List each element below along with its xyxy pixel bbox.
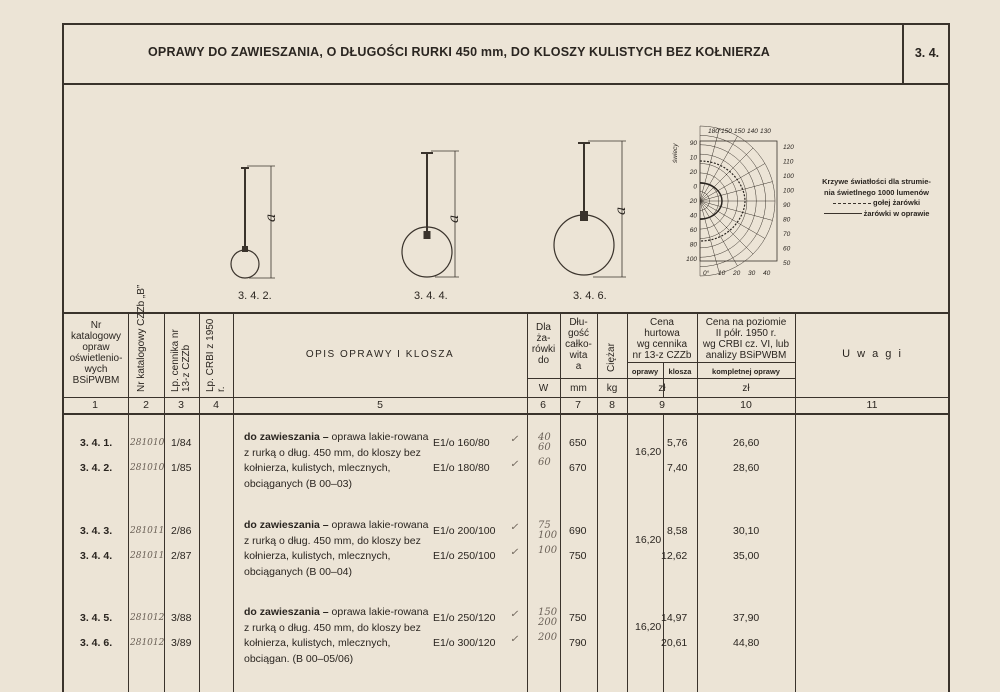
header-wholesale-price	[627, 317, 697, 361]
handwritten-catalog-note: 281012	[130, 613, 165, 623]
header-sub-fixture: oprawy	[631, 367, 659, 376]
diagram-tick-label: 130	[760, 128, 771, 135]
total-length: 750	[569, 612, 587, 624]
diagram-tick-label: 60	[689, 227, 697, 234]
description-lead: do zawieszania –	[244, 519, 329, 531]
diagram-tick-label: 0	[693, 183, 697, 191]
header-line: Cena na poziomie	[705, 317, 787, 328]
header-line: do	[537, 355, 550, 366]
price-list-lp: 2/86	[171, 525, 192, 537]
complete-price: 28,60	[733, 462, 760, 474]
col-divider	[199, 312, 200, 692]
diagram-tick-label: 0°	[703, 270, 710, 277]
diagram-radial-line	[700, 201, 753, 254]
diagram-radial-line	[700, 201, 765, 239]
figure-caption-2: 3. 4. 4.	[414, 290, 448, 302]
checkmark-icon: ✓	[510, 522, 519, 533]
handwritten-wattage: 100	[538, 530, 558, 541]
handwritten-wattage: 60	[538, 442, 551, 453]
catalog-number: 3. 4. 4.	[80, 550, 113, 562]
diagram-tick-label: 100	[686, 256, 697, 263]
units-rule	[527, 378, 795, 379]
total-length: 750	[569, 550, 587, 562]
fixture-description	[244, 430, 434, 492]
unit-zl-wholesale: zł	[658, 383, 666, 394]
total-length: 690	[569, 525, 587, 537]
header-line: hurtowa	[644, 328, 680, 339]
diagram-tick-label: 140	[747, 128, 758, 135]
col-divider	[597, 312, 598, 692]
total-length: 650	[569, 437, 587, 449]
complete-price: 37,90	[733, 612, 760, 624]
description-text: oprawa lakie-rowana z rurką o dług. 450 mm, do kloszy bez kołnierza, kulistych, mlecznych, obciąganych (B 00–03)	[244, 431, 429, 490]
handwritten-wattage: 60	[538, 457, 551, 468]
header-price-1950	[697, 317, 795, 361]
description-lead: do zawieszania –	[244, 606, 329, 618]
handwritten-wattage: 200	[538, 617, 558, 628]
complete-price: 26,60	[733, 437, 760, 449]
unit-zl-1950: zł	[742, 383, 750, 394]
diagram-tick-label: 120	[783, 144, 794, 151]
diagram-tick-label: 70	[783, 231, 791, 238]
column-number: 6	[540, 399, 546, 411]
fixture-price: 16,20	[635, 621, 662, 633]
header-line: Nr	[90, 320, 102, 331]
column-number: 4	[213, 399, 219, 411]
column-number: 10	[740, 399, 752, 411]
lamp-figure-medium	[395, 145, 465, 285]
col-divider	[795, 312, 796, 692]
complete-price: 30,10	[733, 525, 760, 537]
svg-text:a: a	[613, 206, 629, 215]
header-sub-complete: kompletnej oprawy	[712, 367, 780, 376]
lamp-figure-large	[548, 135, 638, 285]
catalog-number: 3. 4. 2.	[80, 462, 113, 474]
bulb-type: E1/o 300/120	[433, 637, 496, 649]
bulb-type: E1/o 160/80	[433, 437, 490, 449]
globe-price: 5,76	[667, 437, 688, 449]
legend-line: Krzywe światłości dla strumie-	[822, 177, 931, 186]
diagram-radial-line	[700, 148, 753, 201]
diagram-tick-label: 90	[783, 202, 791, 209]
globe-price: 8,58	[667, 525, 688, 537]
checkmark-icon: ✓	[510, 609, 519, 620]
header-line: oświetlenio-	[69, 353, 123, 364]
price-list-lp: 3/88	[171, 612, 192, 624]
header-line: wita	[569, 350, 588, 361]
header-bulb-watts	[527, 322, 560, 366]
bulb-type: E1/o 200/100	[433, 525, 496, 537]
header-line: katalogowy	[70, 331, 122, 342]
header-price-list-lp: Lp. cennika nr 13-z CZZb	[170, 329, 192, 392]
diagram-tick-label: 150	[734, 128, 745, 135]
fixture-price: 16,20	[635, 446, 662, 458]
diagram-tick-label: 20	[733, 270, 741, 277]
checkmark-icon: ✓	[510, 434, 519, 445]
header-unit-rule	[62, 397, 950, 398]
globe-price: 20,61	[661, 637, 688, 649]
header-line: wg cennika	[636, 339, 688, 350]
diagram-tick-label: 150	[721, 128, 732, 135]
diagram-tick-label: 110	[783, 158, 794, 166]
header-line: wg CRBI cz. VI, lub	[702, 339, 790, 350]
diagram-tick-label: 90	[689, 140, 697, 147]
globe-price: 7,40	[667, 462, 688, 474]
page-title: OPRAWY DO ZAWIESZANIA, O DŁUGOŚCI RURKI 450 mm, DO KLOSZY KULISTYCH BEZ KOŁNIERZA	[148, 45, 771, 59]
diagram-tick-label: 100	[783, 187, 794, 195]
header-line: rówki	[531, 344, 556, 355]
column-number: 2	[143, 399, 149, 411]
header-length	[560, 317, 597, 372]
diagram-tick-label: 20	[689, 198, 697, 205]
header-line: Dla	[535, 322, 551, 333]
globe-price: 14,97	[661, 612, 688, 624]
legend-line: żarówki w oprawie	[863, 208, 930, 218]
checkmark-icon: ✓	[510, 459, 519, 470]
subheader-rule	[627, 362, 795, 363]
col-divider	[164, 312, 165, 692]
header-line: Cena	[650, 317, 674, 328]
handwritten-catalog-note: 281011	[130, 526, 165, 536]
fixture-description	[244, 605, 434, 667]
handwritten-wattage: 100	[538, 545, 558, 556]
column-number: 3	[178, 399, 184, 411]
diagram-tick-label: 20	[689, 169, 697, 176]
title-bar	[62, 23, 950, 85]
unit-mm: mm	[570, 383, 587, 394]
table-top-rule	[62, 312, 950, 314]
header-line: nr 13-z CZZb	[632, 350, 692, 361]
diagram-tick-label: 60	[783, 245, 791, 253]
legend-solid	[814, 209, 939, 220]
checkmark-icon: ✓	[510, 634, 519, 645]
column-number: 9	[659, 399, 665, 411]
total-length: 790	[569, 637, 587, 649]
handwritten-wattage: 200	[538, 632, 558, 643]
checkmark-icon: ✓	[510, 547, 519, 558]
handwritten-wattage: 150	[538, 607, 558, 618]
header-line: całko-	[565, 339, 592, 350]
header-crbi-lp: Lp. CRBI z 1950 r.	[205, 318, 227, 392]
column-numbers-rule	[62, 413, 950, 415]
bulb-type: E1/o 250/120	[433, 612, 496, 624]
unit-w: W	[538, 383, 549, 394]
total-length: 670	[569, 462, 587, 474]
bulb-type: E1/o 180/80	[433, 462, 490, 474]
col-divider	[527, 312, 528, 692]
header-catalog-no	[64, 320, 128, 386]
diagram-tick-label: 80	[689, 241, 697, 249]
header-czzb-no: Nr katalogowy CZZb „B”	[136, 284, 147, 392]
legend-line: nia świetlnego 1000 lumenów	[823, 187, 930, 197]
price-list-lp: 2/87	[171, 550, 192, 562]
description-text: oprawa lakie-rowana z rurką o dług. 450 mm, do kloszy bez kołnierza, kulistych, mlecznych, obciągan. (B 00–05/06)	[244, 606, 429, 665]
handwritten-catalog-note: 281012	[130, 638, 165, 648]
diagram-tick-label: 10	[718, 270, 726, 277]
price-list-lp: 1/84	[171, 437, 192, 449]
section-number: 3. 4.	[902, 23, 950, 83]
header-line: opraw	[82, 342, 110, 353]
handwritten-catalog-note: 281010	[130, 438, 165, 448]
diagram-radial-line	[700, 164, 765, 202]
svg-text:a: a	[446, 214, 462, 223]
figure-caption-3: 3. 4. 6.	[573, 290, 607, 302]
diagram-tick-label: 10	[689, 154, 697, 162]
header-weight: Ciężar	[606, 343, 617, 372]
fixture-price: 16,20	[635, 534, 662, 546]
handwritten-wattage: 40	[538, 432, 551, 443]
catalog-number: 3. 4. 6.	[80, 637, 113, 649]
diagram-tick-label: 100	[783, 173, 794, 180]
diagram-tick-label: 50	[783, 260, 791, 267]
column-number: 11	[866, 399, 878, 411]
column-number: 8	[609, 399, 615, 411]
header-description: OPIS OPRAWY I KLOSZA	[305, 349, 455, 360]
legend-dashed	[814, 198, 939, 209]
fixture-description	[244, 518, 434, 580]
handwritten-catalog-note: 281010	[130, 463, 165, 473]
column-number: 1	[92, 399, 98, 411]
globe-price: 12,62	[661, 550, 688, 562]
diagram-tick-label: 80	[783, 216, 791, 224]
header-line: analizy BSiPWBM	[705, 350, 787, 361]
bulb-type: E1/o 250/100	[433, 550, 496, 562]
diagram-tick-label: 30	[748, 270, 756, 277]
diagram-axis-label: świecy	[672, 143, 679, 163]
header-remarks: U w a g i	[842, 348, 903, 360]
header-line: wych	[84, 364, 108, 375]
col-divider	[128, 312, 129, 692]
description-text: oprawa lakie-rowana z rurką o dług. 450 mm, do kloszy bez kołnierza, kulistych, mlecznych, obciąganych (B 00–04)	[244, 519, 429, 578]
catalog-number: 3. 4. 1.	[80, 437, 113, 449]
header-line: a	[575, 361, 582, 372]
header-line: Dłu-	[569, 317, 588, 328]
figure-caption-1: 3. 4. 2.	[238, 290, 272, 302]
luminous-intensity-diagram	[665, 123, 800, 278]
lamp-figure-small	[225, 160, 285, 285]
diagram-tick-label: 180°	[708, 128, 722, 135]
unit-kg: kg	[606, 383, 618, 394]
handwritten-wattage: 75	[538, 520, 551, 531]
svg-text:a: a	[263, 213, 279, 222]
complete-price: 35,00	[733, 550, 760, 562]
header-line: gość	[567, 328, 590, 339]
header-line: II półr. 1950 r.	[715, 328, 777, 339]
header-line: BSiPWBM	[72, 375, 120, 386]
description-lead: do zawieszania –	[244, 431, 329, 443]
price-list-lp: 3/89	[171, 637, 192, 649]
header-line: ża-	[536, 333, 551, 344]
handwritten-catalog-note: 281011	[130, 551, 165, 561]
column-number: 5	[377, 399, 383, 411]
diagram-legend	[814, 177, 939, 219]
diagram-tick-label: 40	[689, 212, 697, 220]
column-number: 7	[575, 399, 581, 411]
col-divider	[233, 312, 234, 692]
complete-price: 44,80	[733, 637, 760, 649]
header-sub-globe: klosza	[668, 367, 692, 376]
legend-line: gołej żarówki	[872, 198, 921, 207]
diagram-tick-label: 40	[763, 270, 771, 277]
price-list-lp: 1/85	[171, 462, 192, 474]
catalog-number: 3. 4. 5.	[80, 612, 113, 624]
catalog-number: 3. 4. 3.	[80, 525, 113, 537]
